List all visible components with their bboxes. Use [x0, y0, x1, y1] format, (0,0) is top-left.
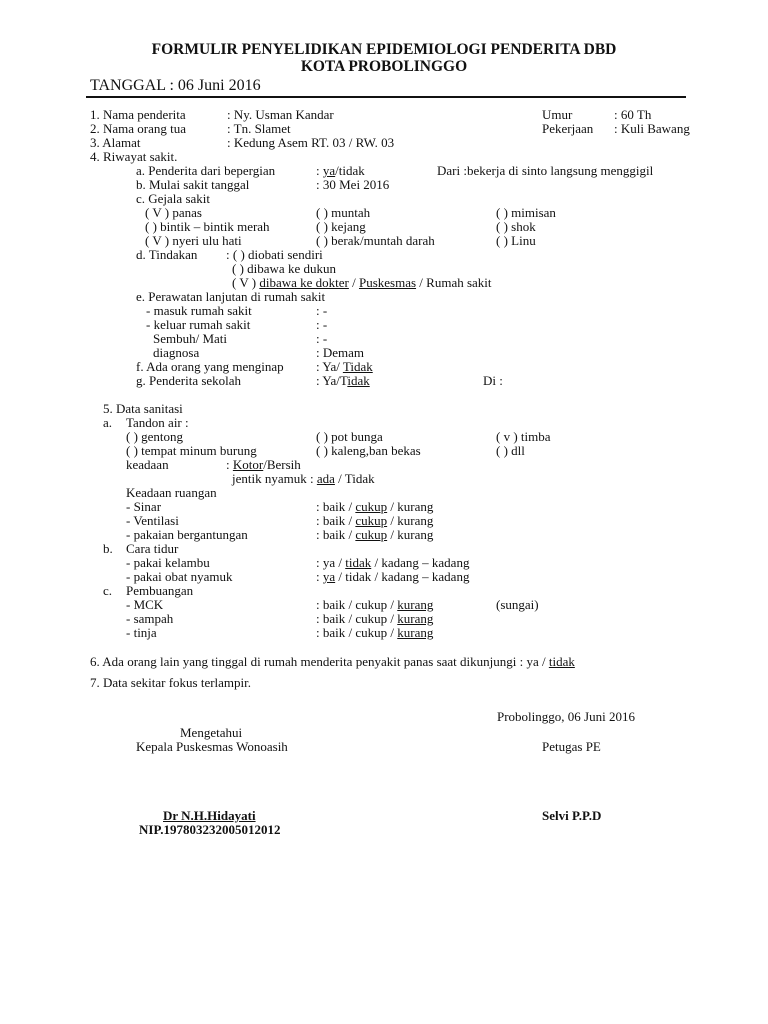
- school-location: Di :: [483, 373, 503, 388]
- waste-row-value: : baik / cukup / kurang: [316, 625, 434, 640]
- action-option: : ( ) diobati sendiri: [226, 247, 323, 262]
- form-title: FORMULIR PENYELIDIKAN EPIDEMIOLOGI PENDERITA DBD: [151, 41, 617, 58]
- waste-row-label: - MCK: [126, 597, 164, 612]
- room-row-label: - Sinar: [126, 499, 162, 514]
- symptom-item: ( ) bintik – bintik merah: [145, 219, 270, 234]
- sign-head-nip: NIP.197803232005012012: [139, 822, 281, 837]
- care-heading: e. Perawatan lanjutan di rumah sakit: [136, 289, 326, 304]
- stay-label: f. Ada orang yang menginap: [136, 359, 284, 374]
- waste-row-label: - tinja: [126, 625, 157, 640]
- waste-row-label: - sampah: [126, 611, 174, 626]
- school-value: : Ya/Tidak: [316, 373, 370, 388]
- travel-origin: Dari :bekerja di sinto langsung menggigil: [437, 163, 654, 178]
- job-value: : Kuli Bawang: [614, 121, 690, 136]
- symptom-item: ( ) Linu: [496, 233, 536, 248]
- action-option: ( ) dibawa ke dukun: [232, 261, 336, 276]
- sign-officer-title: Petugas PE: [542, 739, 601, 754]
- symptom-item: ( V ) nyeri ulu hati: [145, 233, 242, 248]
- jentik-value: jentik nyamuk : ada / Tidak: [232, 471, 375, 486]
- symptom-item: ( ) mimisan: [496, 205, 556, 220]
- address-value: : Kedung Asem RT. 03 / RW. 03: [227, 135, 395, 150]
- symptom-item: ( ) kejang: [316, 219, 366, 234]
- room-row-label: - Ventilasi: [126, 513, 179, 528]
- tandon-item: ( ) kaleng,ban bekas: [316, 443, 421, 458]
- symptom-item: ( V ) panas: [145, 205, 202, 220]
- tandon-item: ( ) gentong: [126, 429, 184, 444]
- tandon-item: ( ) pot bunga: [316, 429, 383, 444]
- waste-heading: Pembuangan: [126, 583, 194, 598]
- action-option-selected: ( V ) dibawa ke dokter / Puskesmas / Rumah sakit: [232, 275, 492, 290]
- symptom-item: ( ) shok: [496, 219, 536, 234]
- parent-name-label: 2. Nama orang tua: [90, 121, 187, 136]
- waste-row-value: : baik / cukup / kurang: [316, 611, 434, 626]
- item-7-note: 7. Data sekitar fokus terlampir.: [90, 675, 252, 690]
- room-heading: Keadaan ruangan: [126, 485, 217, 500]
- patient-name-label: 1. Nama penderita: [90, 107, 186, 122]
- item-6-question: 6. Ada orang lain yang tinggal di rumah menderita penyakit panas saat dikunjungi : ya / tidak: [90, 654, 575, 669]
- sleep-row-label: - pakai obat nyamuk: [126, 569, 233, 584]
- age-value: : 60 Th: [614, 107, 652, 122]
- room-row-value: : baik / cukup / kurang: [316, 513, 434, 528]
- sign-place-date: Probolinggo, 06 Juni 2016: [497, 709, 635, 724]
- care-row-label: diagnosa: [153, 345, 200, 360]
- stay-value: : Ya/ Tidak: [316, 359, 373, 374]
- sleep-row-value: : ya / tidak / kadang – kadang: [316, 569, 470, 584]
- patient-name-value: : Ny. Usman Kandar: [227, 107, 334, 122]
- room-row-value: : baik / cukup / kurang: [316, 527, 434, 542]
- room-row-label: - pakaian bergantungan: [126, 527, 248, 542]
- care-row-value: : -: [316, 331, 328, 346]
- onset-label: b. Mulai sakit tanggal: [136, 177, 250, 192]
- sign-knowing: Mengetahui: [180, 725, 243, 740]
- header-divider: [86, 96, 686, 98]
- form-date: TANGGAL : 06 Juni 2016: [90, 77, 261, 94]
- sleep-index: b.: [103, 541, 113, 556]
- age-label: Umur: [542, 107, 573, 122]
- form-subtitle: KOTA PROBOLINGGO: [300, 58, 468, 75]
- care-row-label: - masuk rumah sakit: [146, 303, 252, 318]
- waste-row-note: (sungai): [496, 597, 539, 612]
- parent-name-value: : Tn. Slamet: [227, 121, 291, 136]
- sleep-row-value: : ya / tidak / kadang – kadang: [316, 555, 470, 570]
- tandon-item: ( v ) timba: [496, 429, 551, 444]
- care-row-value: : Demam: [316, 345, 365, 360]
- travel-value: : ya/tidak: [316, 163, 365, 178]
- job-label: Pekerjaan: [542, 121, 594, 136]
- tandon-heading: Tandon air :: [126, 415, 189, 430]
- tandon-index: a.: [103, 415, 113, 430]
- symptom-item: ( ) berak/muntah darah: [316, 233, 435, 248]
- school-label: g. Penderita sekolah: [136, 373, 242, 388]
- sleep-row-label: - pakai kelambu: [126, 555, 210, 570]
- room-row-value: : baik / cukup / kurang: [316, 499, 434, 514]
- sleep-heading: Cara tidur: [126, 541, 179, 556]
- care-row-label: - keluar rumah sakit: [146, 317, 251, 332]
- care-row-value: : -: [316, 317, 328, 332]
- travel-label: a. Penderita dari bepergian: [136, 163, 276, 178]
- keadaan-label: keadaan: [126, 457, 169, 472]
- waste-index: c.: [103, 583, 113, 598]
- waste-row-value: : baik / cukup / kurang: [316, 597, 434, 612]
- symptoms-heading: c. Gejala sakit: [136, 191, 210, 206]
- tandon-item: ( ) dll: [496, 443, 525, 458]
- address-label: 3. Alamat: [90, 135, 141, 150]
- keadaan-value: : Kotor/Bersih: [226, 457, 301, 472]
- action-label: d. Tindakan: [136, 247, 198, 262]
- sign-head-title: Kepala Puskesmas Wonoasih: [136, 739, 288, 754]
- sign-officer-name: Selvi P.P.D: [542, 808, 602, 823]
- care-row-label: Sembuh/ Mati: [153, 331, 228, 346]
- sanitation-heading: 5. Data sanitasi: [103, 401, 183, 416]
- sign-head-name: Dr N.H.Hidayati: [163, 808, 256, 823]
- tandon-item: ( ) tempat minum burung: [126, 443, 257, 458]
- symptom-item: ( ) muntah: [316, 205, 371, 220]
- onset-value: : 30 Mei 2016: [316, 177, 390, 192]
- care-row-value: : -: [316, 303, 328, 318]
- history-heading: 4. Riwayat sakit.: [90, 149, 178, 164]
